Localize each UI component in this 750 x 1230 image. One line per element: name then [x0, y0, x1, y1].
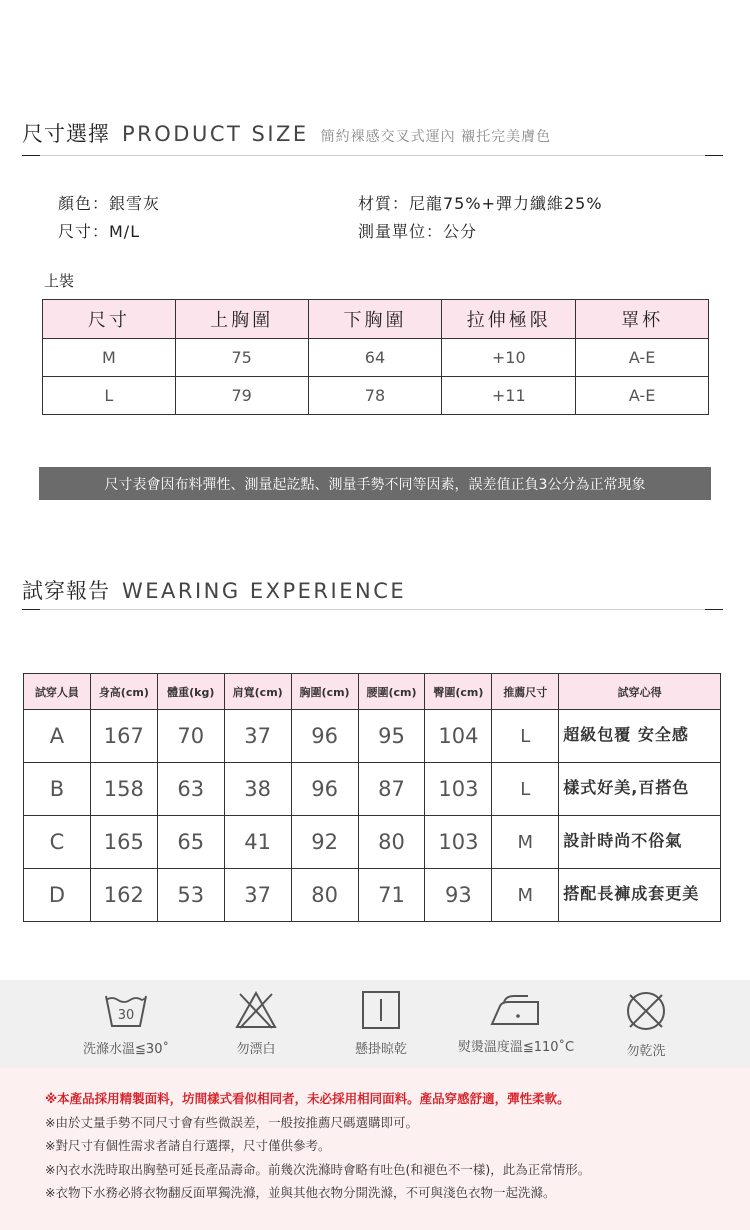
product-size-title-zh: 尺寸選擇: [22, 122, 110, 146]
table-cell: 64: [308, 339, 442, 377]
header-cell: 試穿心得: [559, 674, 721, 710]
table-cell: 71: [358, 869, 425, 922]
table-cell: 70: [157, 710, 224, 763]
comment-cell: 樣式好美,百搭色: [559, 763, 721, 816]
header-cell: 肩寬(cm): [224, 674, 291, 710]
care-iron: [446, 994, 586, 1055]
category-label: 上裝: [44, 272, 75, 290]
table-cell: 53: [157, 869, 224, 922]
header-cell: 試穿人員: [24, 674, 91, 710]
divider-start: [22, 609, 40, 610]
wearing-table: [23, 673, 721, 922]
table-cell: C: [24, 816, 91, 869]
divider-line: [40, 609, 705, 610]
table-row: [24, 869, 721, 922]
header-cell: 尺寸: [43, 300, 176, 339]
table-cell: 103: [425, 763, 492, 816]
table-cell: 95: [358, 710, 425, 763]
header-cell: 上胸圍: [175, 300, 308, 339]
care-label: 勿乾洗: [626, 1044, 666, 1059]
iron-low-icon: [488, 994, 544, 1028]
table-cell: D: [24, 869, 91, 922]
table-cell: L: [492, 710, 559, 763]
divider-end: [705, 155, 723, 156]
table-cell: 92: [291, 816, 358, 869]
care-label: 熨燙溫度溫≦110˚C: [457, 1040, 575, 1055]
wearing-table-header: [24, 674, 721, 710]
product-size-heading: [22, 118, 551, 148]
product-size-subtitle: 簡約裸感交叉式運內 襯托完美膚色: [320, 129, 552, 145]
care-wash: [76, 992, 176, 1057]
size-table-header: [43, 300, 709, 339]
unit-label: 測量單位：公分: [358, 222, 478, 241]
wearing-heading: [22, 575, 406, 605]
care-dryclean: [596, 990, 696, 1059]
care-label: 懸掛晾乾: [354, 1042, 407, 1057]
divider-start: [22, 155, 40, 156]
header-cell: 胸圍(cm): [291, 674, 358, 710]
comment-cell: 超級包覆 安全感: [559, 710, 721, 763]
note-item: ※內衣水洗時取出胸墊可延長產品壽命。前幾次洗滌時會略有吐色(和褪色不一樣)，此為正常情形。: [45, 1161, 591, 1177]
table-row: [43, 377, 709, 415]
table-cell: M: [492, 816, 559, 869]
product-notes: [45, 1087, 590, 1205]
table-cell: 80: [291, 869, 358, 922]
table-cell: L: [492, 763, 559, 816]
no-dry-clean-icon: [625, 990, 667, 1032]
header-cell: 臀圍(cm): [425, 674, 492, 710]
table-row: [24, 816, 721, 869]
size-label: 尺寸：M/L: [58, 222, 141, 241]
table-cell: 80: [358, 816, 425, 869]
table-cell: A-E: [576, 377, 709, 415]
care-label: 洗滌水溫≦30˚: [83, 1042, 169, 1057]
table-cell: 93: [425, 869, 492, 922]
header-cell: 罩杯: [576, 300, 709, 339]
table-row: [43, 339, 709, 377]
comment-cell: 設計時尚不俗氣: [559, 816, 721, 869]
note-item: ※衣物下水務必將衣物翻反面單獨洗滌，並與其他衣物分開洗滌，不可與淺色衣物一起洗滌。: [45, 1185, 556, 1200]
table-cell: M: [492, 869, 559, 922]
wash-30-icon: [104, 992, 148, 1030]
measurement-notice: 尺寸表會因布料彈性、測量起訖點、測量手勢不同等因素，誤差值正負3公分為正常現象: [39, 467, 711, 500]
table-cell: 96: [291, 710, 358, 763]
header-cell: 拉伸極限: [442, 300, 576, 339]
color-label: 顏色：銀雪灰: [58, 194, 161, 213]
care-label: 勿漂白: [236, 1042, 276, 1057]
table-cell: A: [24, 710, 91, 763]
table-cell: 78: [308, 377, 442, 415]
table-cell: 167: [90, 710, 157, 763]
table-cell: +10: [442, 339, 576, 377]
no-bleach-icon: [234, 990, 278, 1030]
header-cell: 身高(cm): [90, 674, 157, 710]
table-cell: 37: [224, 710, 291, 763]
table-cell: B: [24, 763, 91, 816]
table-cell: 162: [90, 869, 157, 922]
table-row: [24, 763, 721, 816]
note-item: ※由於丈量手勢不同尺寸會有些微誤差，一般按推薦尺碼選購即可。: [45, 1114, 418, 1130]
divider-line: [40, 155, 705, 156]
care-hang: [326, 990, 436, 1057]
table-cell: 96: [291, 763, 358, 816]
table-cell: 104: [425, 710, 492, 763]
table-cell: 79: [175, 377, 308, 415]
header-cell: 體重(kg): [157, 674, 224, 710]
table-cell: 63: [157, 763, 224, 816]
header-cell: 腰圍(cm): [358, 674, 425, 710]
table-cell: 65: [157, 816, 224, 869]
note-item: ※對尺寸有個性需求者請自行選擇，尺寸僅供參考。: [45, 1138, 331, 1153]
hang-dry-icon: [361, 990, 401, 1030]
table-cell: 87: [358, 763, 425, 816]
table-cell: A-E: [576, 339, 709, 377]
divider-end: [705, 609, 723, 610]
table-cell: 75: [175, 339, 308, 377]
care-instructions: [0, 980, 750, 1070]
header-cell: 下胸圍: [308, 300, 442, 339]
product-size-title-en: PRODUCT SIZE: [122, 122, 309, 146]
comment-cell: 搭配長褲成套更美: [559, 869, 721, 922]
table-cell: 38: [224, 763, 291, 816]
table-cell: 103: [425, 816, 492, 869]
wearing-title-en: WEARING EXPERIENCE: [122, 579, 407, 603]
material-label: 材質：尼龍75%+彈力纖維25%: [358, 194, 603, 213]
wearing-title-zh: 試穿報告: [22, 579, 110, 603]
size-table: [42, 299, 709, 415]
table-cell: 158: [90, 763, 157, 816]
table-row: [24, 710, 721, 763]
table-cell: 41: [224, 816, 291, 869]
table-cell: L: [43, 377, 176, 415]
header-cell: 推薦尺寸: [492, 674, 559, 710]
wash-temp: 30: [117, 1008, 135, 1023]
table-cell: +11: [442, 377, 576, 415]
table-cell: M: [43, 339, 176, 377]
care-bleach: [206, 990, 306, 1057]
table-cell: 37: [224, 869, 291, 922]
table-cell: 165: [90, 816, 157, 869]
note-warning: ※本產品採用精製面料，坊間樣式看似相同者，未必採用相同面料。產品穿感舒適，彈性柔軟。: [45, 1091, 570, 1106]
